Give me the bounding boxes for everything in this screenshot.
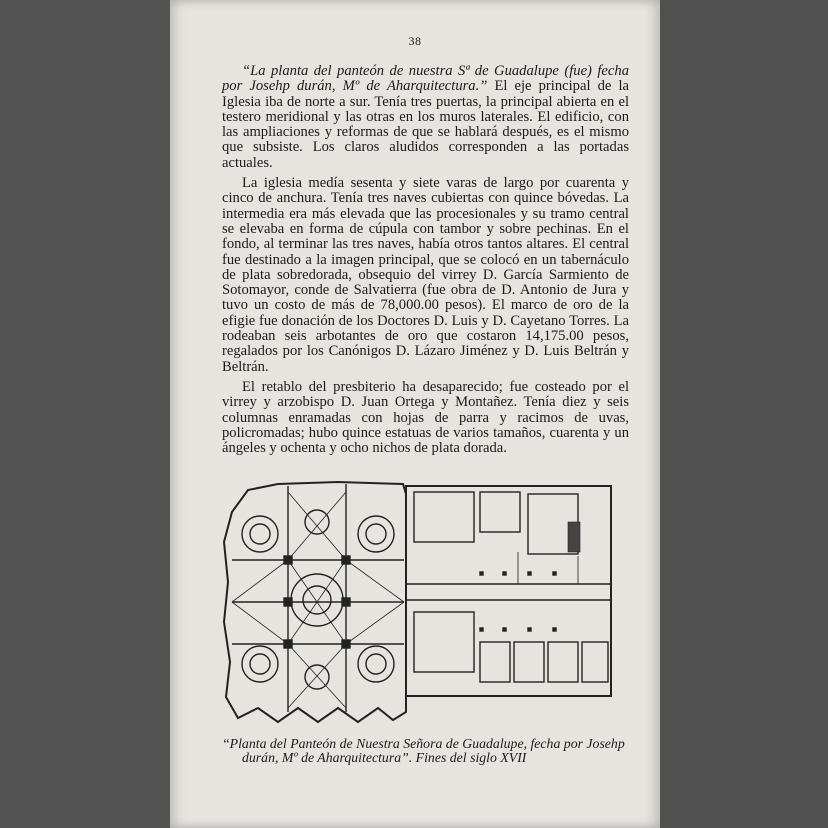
paragraph-1-text: El eje principal de la Iglesia iba de norte a sur. Tenía tres puertas, la principal abierta en el testero meridional y las otras en los muros laterales. El edificio, con las ampliaciones y reformas de que se hablará después, es el mismo que subsiste. Los claros aludidos corresponden a las portadas actuales. bbox=[222, 78, 629, 171]
caption-line-2: durán, Mº de Aharquitectura”. Fines del siglo XVII bbox=[242, 750, 527, 765]
page-number: 38 bbox=[408, 34, 422, 48]
paragraph-1 bbox=[222, 64, 629, 171]
background-left bbox=[0, 0, 170, 828]
floor-plan-figure bbox=[218, 472, 616, 734]
book-page bbox=[170, 0, 660, 828]
paragraph-3: El retablo del presbiterio ha desaparecido; fue costeado por el virrey y arzobispo D. Juan Ortega y Montañez. Tenía diez y seis columnas enramadas con hojas de parra y racimos de uvas, policromadas; hubo quince estatuas de varios tamaños, cuarenta y un ángeles y ochenta y ocho nichos de plata dorada. bbox=[222, 378, 629, 457]
floor-plan-drawing bbox=[218, 472, 616, 734]
caption-line-1: “Planta del Panteón de Nuestra Señora de Guadalupe, fecha por Josehp bbox=[222, 736, 625, 751]
body-text bbox=[222, 64, 629, 461]
background-right bbox=[660, 0, 828, 828]
figure-caption bbox=[222, 737, 626, 765]
quoted-title: “La planta del panteón de nuestra Sª de Guadalupe (fue) fecha por Josehp durán, Mº de Aharquitectura.” bbox=[222, 63, 629, 95]
paragraph-2: La iglesia medía sesenta y siete varas de largo por cuarenta y cinco de anchura. Tenía tres naves cubiertas con quince bóvedas. La intermedia era más elevada que las procesionales y su tramo central se elevaba en forma de cúpula con tambor y sobre pechinas. En el fondo, al terminar las tres naves, había otros tantos altares. El central fue destinado a la imagen principal, que se colocó en un tabernáculo de plata sobredorada, obsequio del virrey D. García Sarmiento de Sotomayor, conde de Salvatierra (fue obra de D. Antonio de Jura y tuvo un costo de más de 78,000.00 pesos). El marco de oro de la efigie fue donación de los Doctores D. Luis y D. Cayetano Torres. La rodeaban seis arbotantes de oro que costaron 14,175.00 pesos, regalados por los Canónigos D. Lázaro Jiménez y D. Luis Beltrán y Beltrán. bbox=[222, 175, 629, 375]
